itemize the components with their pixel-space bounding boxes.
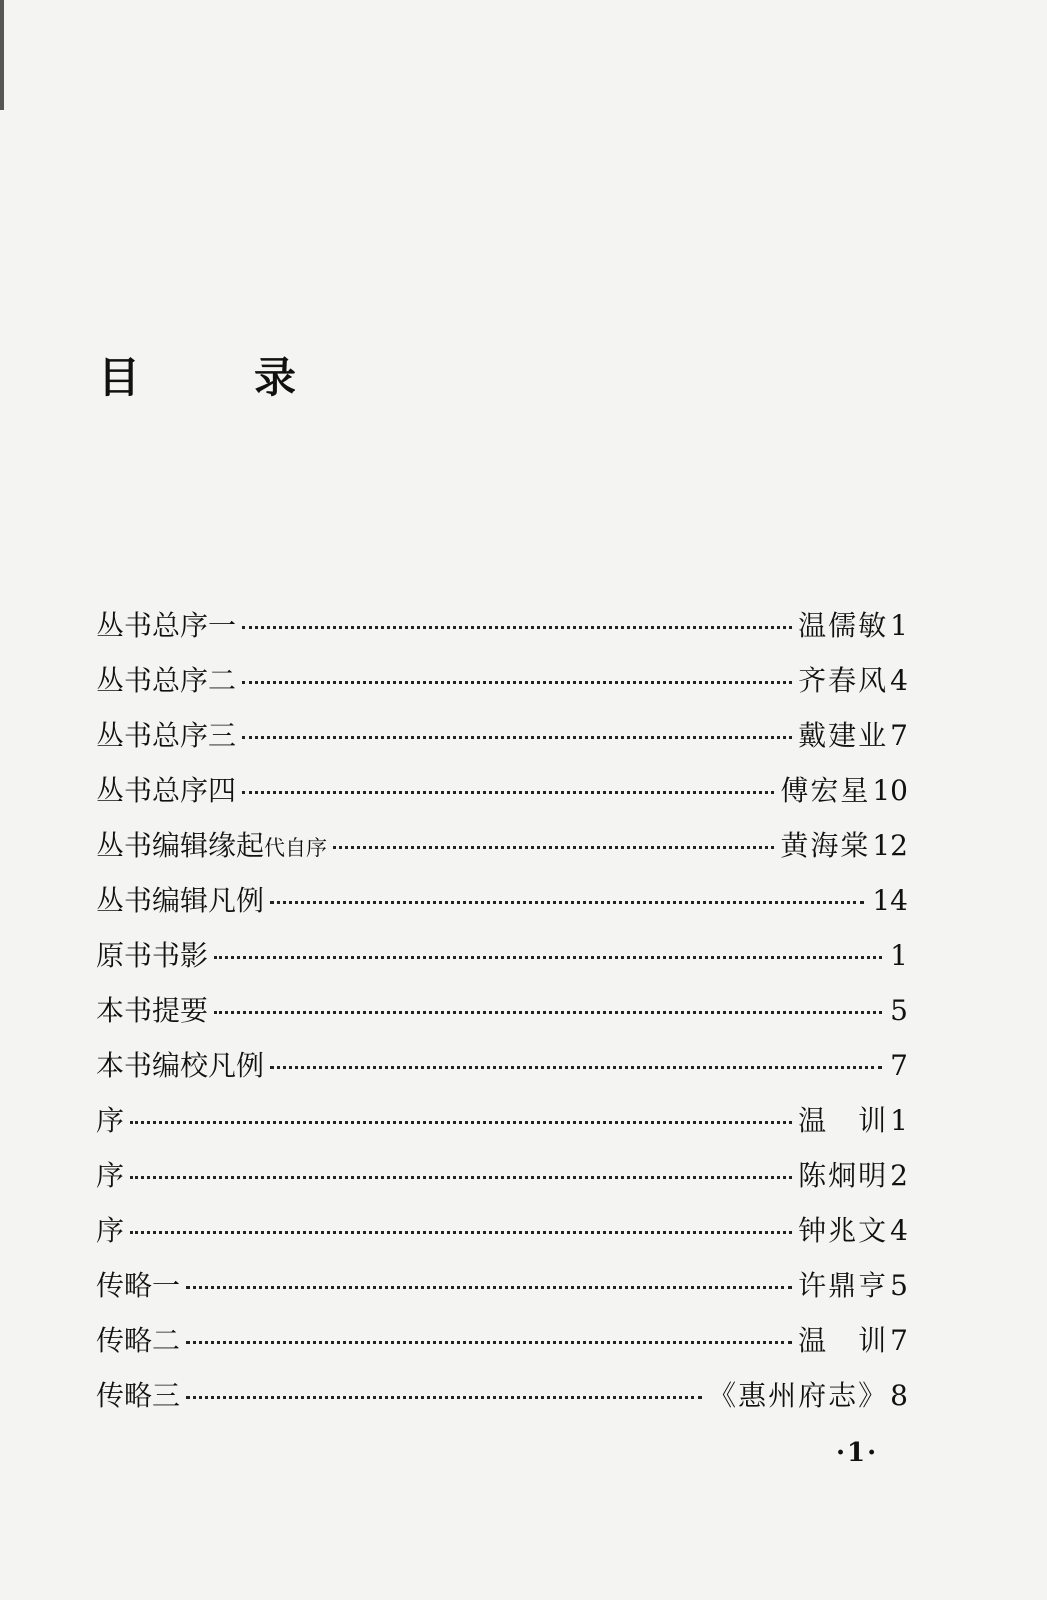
toc-entry-page: 8 — [890, 1379, 908, 1412]
toc-entry-author: 戴建业 — [798, 719, 889, 752]
toc-entry-author: 温 训 — [798, 1104, 889, 1137]
toc-entry[interactable] — [96, 1214, 908, 1272]
table-of-contents — [96, 609, 908, 1437]
toc-entry-author: 陈炯明 — [798, 1159, 889, 1192]
toc-entry-title: 丛书编辑凡例 — [96, 884, 265, 917]
dot-leader — [242, 626, 792, 629]
toc-entry-title: 传略一 — [96, 1269, 181, 1302]
toc-entry-author: 齐春风 — [798, 664, 889, 697]
dot-leader — [333, 846, 774, 849]
toc-entry-title: 序 — [96, 1214, 125, 1247]
toc-entry-author: 许鼎亨 — [798, 1269, 889, 1302]
dot-leader — [270, 901, 864, 904]
toc-entry-page: 1 — [890, 1104, 908, 1137]
toc-entry-title: 序 — [96, 1159, 125, 1192]
toc-entry-page: 12 — [872, 829, 908, 862]
toc-entry-author: 《惠州府志》 — [708, 1379, 889, 1412]
toc-entry-author: 钟兆文 — [798, 1214, 889, 1247]
toc-entry[interactable] — [96, 829, 908, 887]
dot-leader — [214, 1011, 882, 1014]
dot-leader — [214, 956, 882, 959]
toc-entry[interactable] — [96, 1049, 908, 1107]
toc-entry-page: 2 — [890, 1159, 908, 1192]
toc-entry-author: 傅宏星 — [780, 774, 871, 807]
dot-leader — [130, 1121, 792, 1124]
toc-entry-page: 4 — [890, 1214, 908, 1247]
toc-entry-page: 7 — [890, 719, 908, 752]
toc-entry[interactable] — [96, 994, 908, 1052]
toc-entry-title: 序 — [96, 1104, 125, 1137]
toc-entry-page: 10 — [872, 774, 908, 807]
dot-leader — [186, 1286, 792, 1289]
toc-entry-page: 5 — [890, 1269, 908, 1302]
toc-entry-page: 7 — [890, 1049, 908, 1082]
toc-entry-title: 传略三 — [96, 1379, 181, 1412]
toc-entry[interactable] — [96, 939, 908, 997]
toc-entry[interactable] — [96, 1104, 908, 1162]
toc-entry-page: 1 — [890, 609, 908, 642]
dot-leader — [186, 1341, 792, 1344]
dot-leader — [242, 791, 774, 794]
toc-entry-title: 丛书总序三 — [96, 719, 237, 752]
toc-entry-title: 丛书总序二 — [96, 664, 237, 697]
toc-entry[interactable] — [96, 609, 908, 667]
toc-entry-page: 7 — [890, 1324, 908, 1357]
toc-entry[interactable] — [96, 664, 908, 722]
toc-entry[interactable] — [96, 884, 908, 942]
toc-entry-title: 本书编校凡例 — [96, 1049, 265, 1082]
toc-entry-title: 丛书总序一 — [96, 609, 237, 642]
toc-entry[interactable] — [96, 1324, 908, 1382]
toc-entry-title: 原书书影 — [96, 939, 209, 972]
page-title: 目 录 — [98, 353, 333, 402]
page-number: ·1· — [836, 1438, 879, 1468]
toc-entry[interactable] — [96, 1159, 908, 1217]
toc-entry-author: 黄海棠 — [780, 829, 871, 862]
toc-entry-page: 1 — [890, 939, 908, 972]
toc-entry-title: 本书提要 — [96, 994, 209, 1027]
toc-entry[interactable] — [96, 774, 908, 832]
dot-leader — [242, 681, 792, 684]
toc-entry-title: 丛书编辑缘起代自序 — [96, 829, 328, 862]
toc-entry-page: 4 — [890, 664, 908, 697]
toc-entry-page: 5 — [890, 994, 908, 1027]
dot-leader — [186, 1396, 702, 1399]
page-edge-mark — [0, 0, 4, 110]
dot-leader — [130, 1231, 792, 1234]
dot-leader — [242, 736, 792, 739]
toc-entry-author: 温儒敏 — [798, 609, 889, 642]
toc-entry[interactable] — [96, 719, 908, 777]
toc-entry[interactable] — [96, 1379, 908, 1437]
dot-leader — [130, 1176, 792, 1179]
dot-leader — [270, 1066, 882, 1069]
toc-entry-title: 丛书总序四 — [96, 774, 237, 807]
toc-entry-page: 14 — [872, 884, 908, 917]
toc-entry-title: 传略二 — [96, 1324, 181, 1357]
toc-entry-author: 温 训 — [798, 1324, 889, 1357]
toc-entry[interactable] — [96, 1269, 908, 1327]
